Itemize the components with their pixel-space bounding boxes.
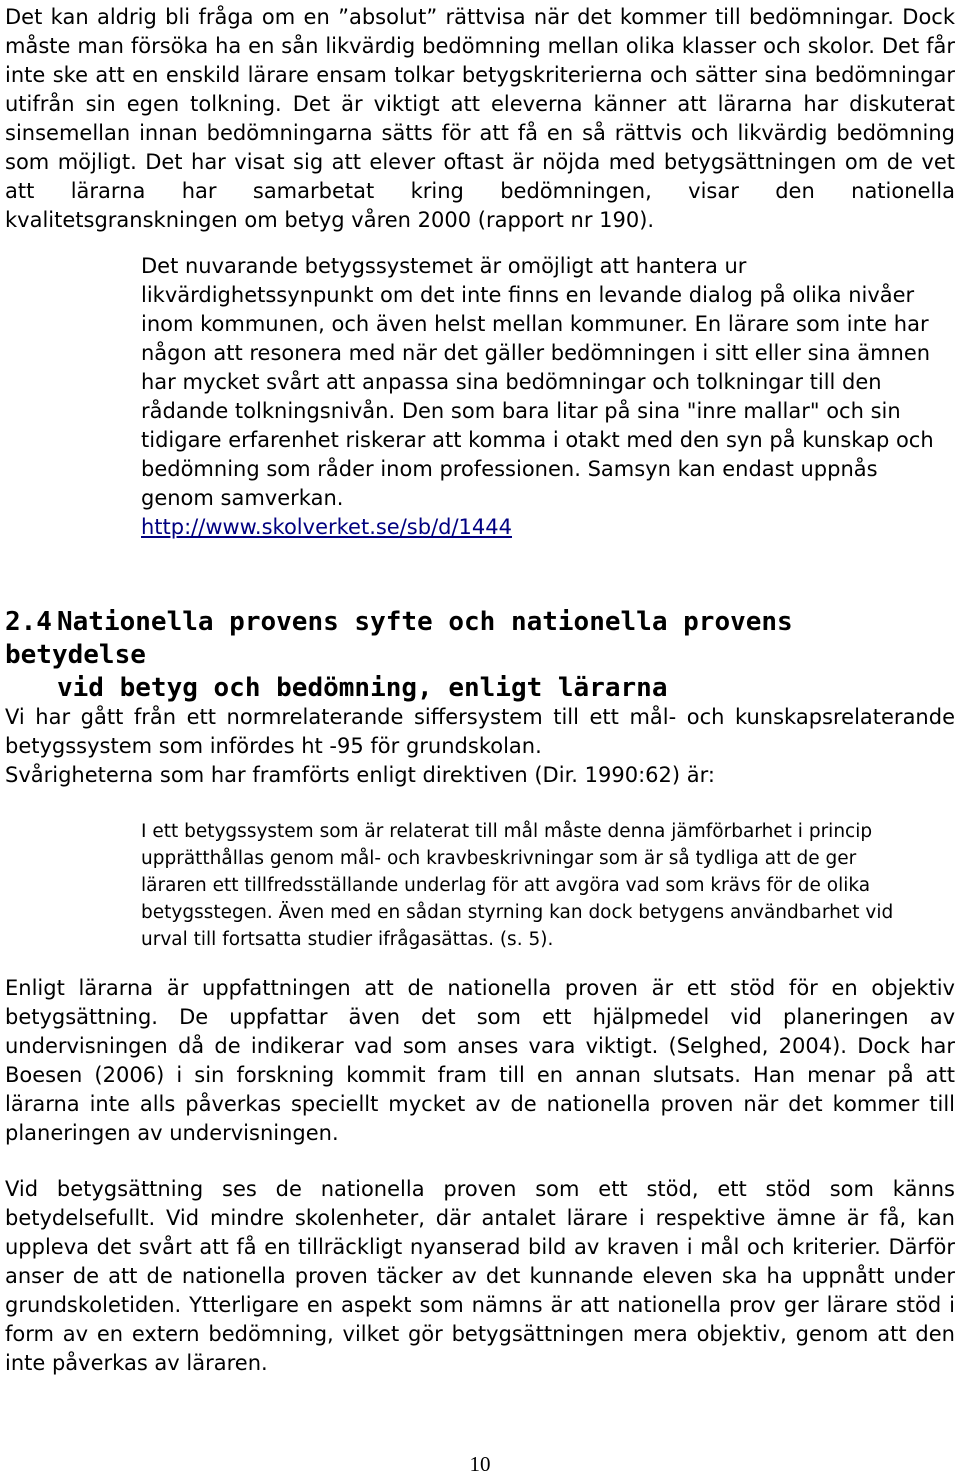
block-quote-1 xyxy=(141,252,951,542)
section-number: 2.4 xyxy=(5,607,52,637)
paragraph-1: Det kan aldrig bli fråga om en ”absolut” rättvisa när det kommer till bedömningar. Dock måste man försöka ha en sån likvärdig bedömning mellan olika klasser och skolor. Det får inte ske att en enskild lärare ensam tolkar betygskriterierna och sätter sina bedömningar utifrån sin egen tolkning. Det är viktigt att eleverna känner att lärarna har diskuterat sinsemellan innan bedömningarna sätts för att få en så rättvis och likvärdig bedömning som möjligt. Det har visat sig att elever oftast är nöjda med betygsättningen om de vet att lärarna har samarbetat kring bedömningen, visar den nationella kvalitetsgranskningen om betyg våren 2000 (rapport nr 190). xyxy=(5,5,955,232)
block-quote-1-text: Det nuvarande betygssystemet är omöjligt att hantera ur likvärdighetssynpunkt om det inte finns en levande dialog på olika nivåer inom kommunen, och även helst mellan kommuner. En lärare som inte har någon att resonera med när det gäller bedömningen i sitt eller sina ämnen har mycket svårt att anpassa sina bedömningar och tolkningar till den rådande tolkningsnivån. Den som bara litar på sina "inre mallar" och sin tidigare erfarenhet riskerar att komma i otakt med den syn på kunskap och bedömning som råder inom professionen. Samsyn kan endast uppnås genom samverkan. xyxy=(141,254,934,510)
section-title-line-1: Nationella provens syfte och nationella provens betydelse xyxy=(5,607,793,670)
section-title-line-2: vid betyg och bedömning, enligt lärarna xyxy=(57,673,668,703)
paragraph-2-text: Vi har gått från ett normrelaterande siffersystem till ett mål- och kunskapsrelaterande betygssystem som infördes ht -95 för grundskolan. xyxy=(5,705,955,758)
paragraph-3: Enligt lärarna är uppfattningen att de nationella proven är ett stöd för en objektiv betygsättning. De uppfattar även det som ett hjälpmedel vid planeringen av undervisningen då de indikerar vad som anses vara viktigt. (Selghed, 2004). Dock har Boesen (2006) i sin forskning kommit fram till en annan slutsats. Han menar på att lärarna inte alls påverkas speciellt mycket av de nationella proven när det kommer till planeringen av undervisningen. xyxy=(5,976,955,1145)
paragraph-4: Vid betygsättning ses de nationella proven som ett stöd, ett stöd som känns betydelsefullt. Vid mindre skolenheter, där antalet lärare i respektive ämne är få, kan uppleva det svårt att få en tillräckligt nyanserad bild av kraven i mål och kriterier. Därför anser de att de nationella proven täcker av det kunnande eleven ska ha uppnått under grundskoletiden. Ytterligare en aspekt som nämns är att nationella prov ger lärare stöd i form av en extern bedömning, vilket gör betygsättningen mera objektiv, genom att den inte påverkas av läraren. xyxy=(5,1177,955,1375)
page-number: 10 xyxy=(469,1452,491,1476)
paragraph-2 xyxy=(5,703,955,790)
skolverket-link[interactable]: http://www.skolverket.se/sb/d/1444 xyxy=(141,515,512,539)
section-heading xyxy=(5,606,945,705)
paragraph-2-last-line: Svårigheterna som har framförts enligt direktiven (Dir. 1990:62) är: xyxy=(5,763,715,787)
block-quote-2: I ett betygssystem som är relaterat till mål måste denna jämförbarhet i princip upprätthållas genom mål- och kravbeskrivningar som är så tydliga att de ger läraren ett tillfredsställande underlag för att avgöra vad som krävs för de olika betygsstegen. Även med en sådan styrning kan dock betygens användbarhet vid urval till fortsatta studier ifrågasättas. (s. 5). xyxy=(141,821,894,950)
